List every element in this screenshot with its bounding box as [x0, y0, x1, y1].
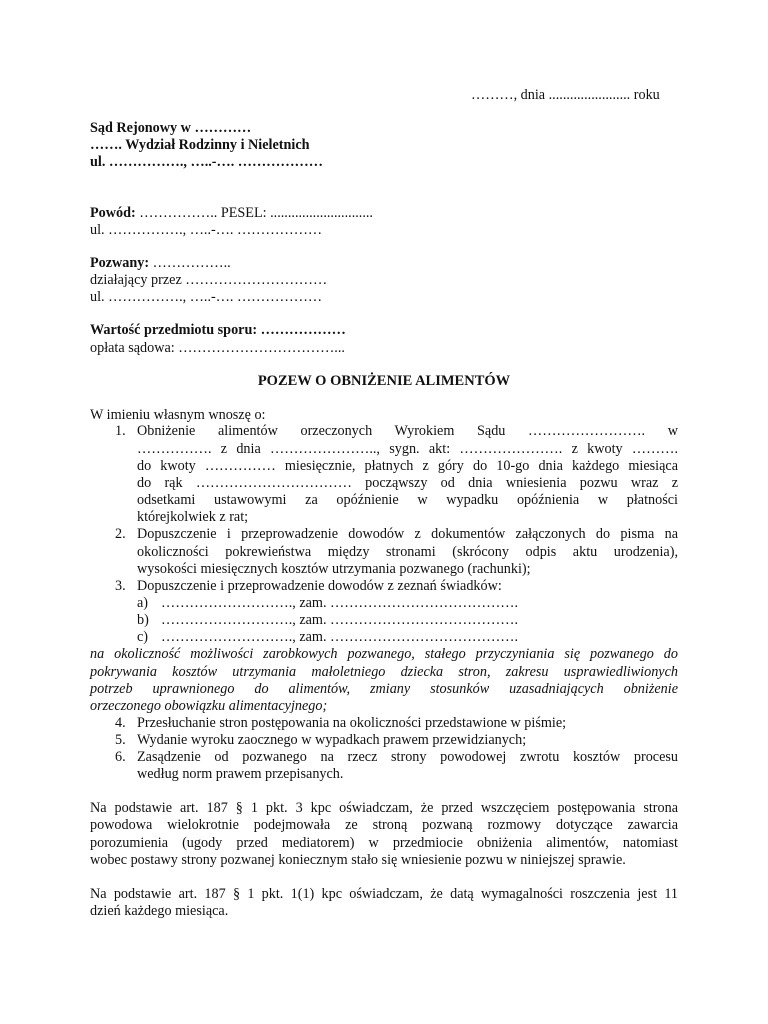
- witness-letter: b): [137, 612, 149, 628]
- plaintiff-name-pesel: …………….. PESEL: .............................: [135, 205, 373, 221]
- item-line: wysokości miesięcznych kosztów utrzymania pozwanego (rachunki);: [137, 561, 531, 577]
- item-line: Obniżenie alimentów orzeczonych Wyrokiem Sądu ……………………. w: [137, 423, 678, 439]
- court-division: ……. Wydział Rodzinny i Nieletnich: [90, 137, 310, 153]
- statement-line: wobec postawy strony pozwanej koniecznym stało się wniesienie pozwu w niniejszej sprawie.: [90, 852, 626, 868]
- defendant-address: ul. ……………., …..-…. ………………: [90, 289, 323, 305]
- defendant-line: [90, 255, 231, 272]
- plaintiff-address: ul. ……………., …..-…. ………………: [90, 222, 323, 238]
- dispute-value: Wartość przedmiotu sporu: ………………: [90, 322, 346, 338]
- document-title: POZEW O OBNIŻENIE ALIMENTÓW: [257, 373, 511, 389]
- statement-line: Na podstawie art. 187 § 1 pkt. 3 kpc oświadczam, że przed wszczęciem postępowania strona: [90, 800, 678, 816]
- item-line: Wydanie wyroku zaocznego w wypadkach prawem przewidzianych;: [137, 732, 527, 748]
- item-number: 4.: [115, 715, 126, 731]
- statement-line: powodowa wielokrotnie podejmowała ze stroną pozwaną rozmowy dotyczące zawarcia: [90, 817, 678, 833]
- witness-letter: a): [137, 595, 149, 611]
- item-line: Dopuszczenie i przeprowadzenie dowodów z zeznań świadków:: [137, 578, 502, 594]
- court-address: ul. ……………., …..-…. ………………: [90, 154, 323, 170]
- circumstances-line: orzeczonego obowiązku alimentacyjnego;: [90, 698, 328, 714]
- item-line: Zasądzenie od pozwanego na rzecz strony powodowej zwrotu kosztów procesu: [137, 749, 678, 765]
- plaintiff-label: Powód:: [90, 205, 136, 221]
- intro-text: W imieniu własnym wnoszę o:: [90, 407, 266, 423]
- item-line: odsetkami ustawowymi za opóźnienie w wypadku opóźnienia w płatności: [137, 492, 678, 508]
- plaintiff-line: [90, 205, 373, 222]
- circumstances-line: na okoliczność możliwości zarobkowych pozwanego, stałego przyczyniania się pozwanego do: [90, 646, 678, 662]
- circumstances-line: pokrywania kosztów utrzymania małoletniego dziecka stron, zakresu usprawiedliwionych: [90, 664, 678, 680]
- item-number: 3.: [115, 578, 126, 594]
- item-line: którejkolwiek z rat;: [137, 509, 249, 525]
- witness-entry: ………………………., zam. ………………………………….: [161, 612, 519, 628]
- item-line: ……………. z dnia ………………….., sygn. akt: …………………. z kwoty ……….: [137, 441, 678, 457]
- witness-letter: c): [137, 629, 149, 645]
- item-number: 1.: [115, 423, 126, 439]
- item-line: do rąk …………………………… począwszy od dnia wniesienia pozwu wraz z: [137, 475, 678, 491]
- item-line: okoliczności pokrewieństwa między stronami (skrócony odpis aktu urodzenia),: [137, 544, 678, 560]
- court-name: Sąd Rejonowy w …………: [90, 120, 252, 136]
- defendant-represented: działający przez …………………………: [90, 272, 328, 288]
- defendant-name: ……………..: [149, 255, 231, 271]
- statement-line: dzień każdego miesiąca.: [90, 903, 229, 919]
- item-number: 2.: [115, 526, 126, 542]
- statement-line: porozumienia (ugody przed mediatorem) w przedmiocie obniżenia alimentów, natomiast: [90, 835, 678, 851]
- witness-entry: ………………………., zam. ………………………………….: [161, 629, 519, 645]
- item-line: według norm prawem przepisanych.: [137, 766, 344, 782]
- defendant-label: Pozwany:: [90, 255, 150, 271]
- item-line: do kwoty …………… miesięcznie, płatnych z góry do 10-go dnia każdego miesiąca: [137, 458, 678, 474]
- date-line: ………, dnia ....................... roku: [471, 87, 660, 103]
- witness-entry: ………………………., zam. ………………………………….: [161, 595, 519, 611]
- item-number: 6.: [115, 749, 126, 765]
- circumstances-line: potrzeb uprawnionego do alimentów, zmiany stosunków uzasadniających obniżenie: [90, 681, 678, 697]
- item-line: Przesłuchanie stron postępowania na okoliczności przedstawione w piśmie;: [137, 715, 567, 731]
- item-line: Dopuszczenie i przeprowadzenie dowodów z dokumentów załączonych do pisma na: [137, 526, 678, 542]
- item-number: 5.: [115, 732, 126, 748]
- statement-line: Na podstawie art. 187 § 1 pkt. 1(1) kpc oświadczam, że datą wymagalności roszczenia jest 11: [90, 886, 678, 902]
- court-fee: opłata sądowa: ……………………………...: [90, 340, 345, 356]
